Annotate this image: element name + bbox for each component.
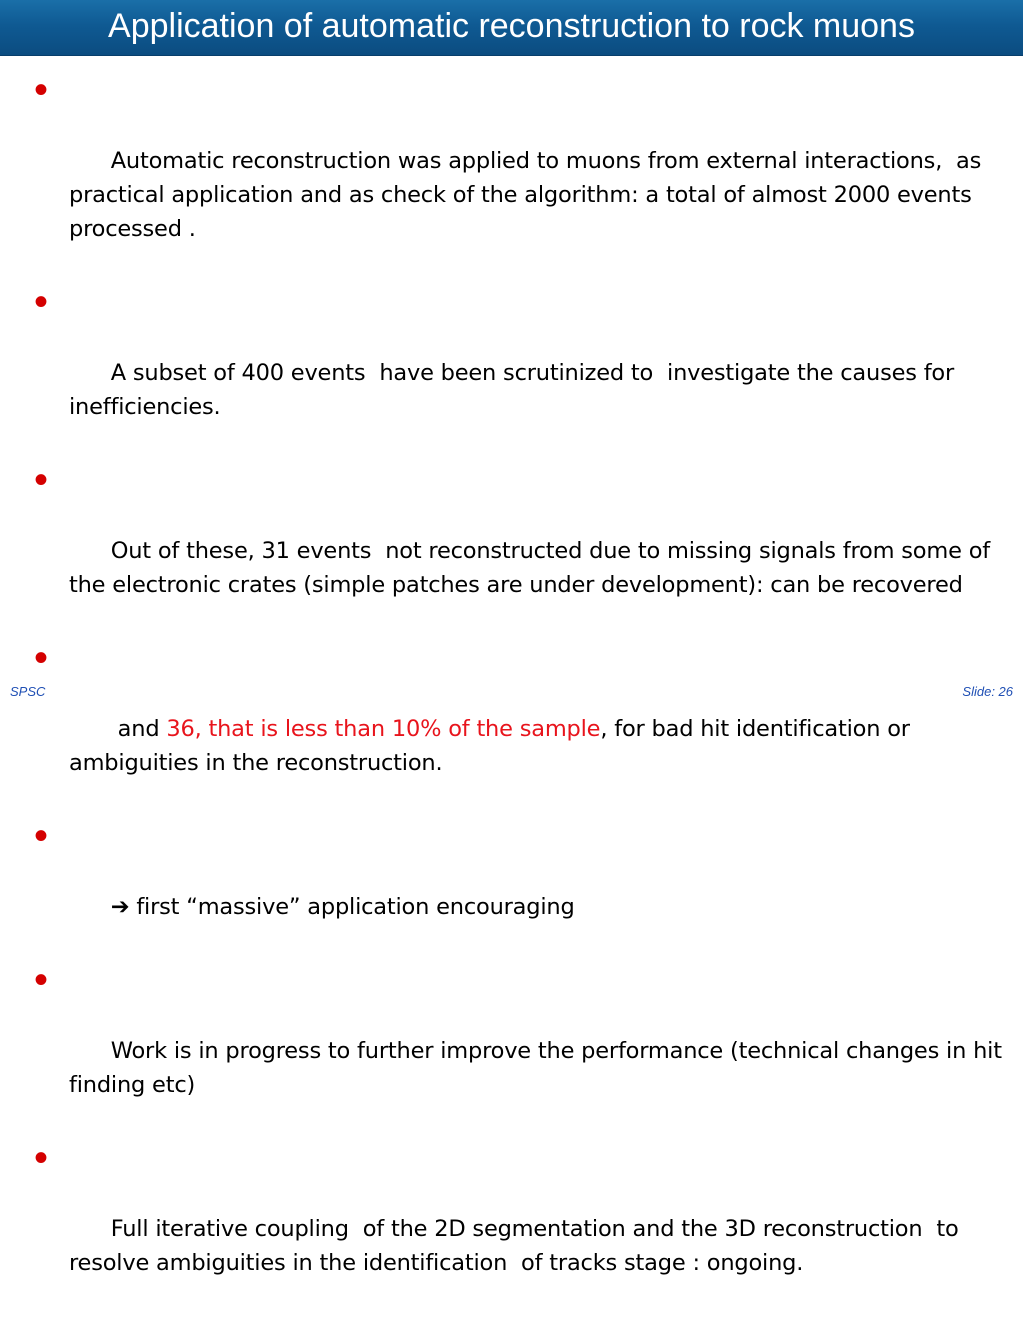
bullet-text: Full iterative coupling of the 2D segmentation and the 3D reconstruction to resolve ambiguities in the identification of tracks stage : ongoing. [69, 1216, 966, 1276]
footer-left-label: SPSC [10, 684, 46, 699]
bullet-list [34, 68, 1019, 1322]
bullet-text: Out of these, 31 events not reconstructed due to missing signals from some of the electronic crates (simple patches are under development): can be recovered [69, 538, 997, 598]
bullet-text: A subset of 400 events have been scrutinized to investigate the causes for inefficiencies. [69, 360, 961, 420]
bullet-item [34, 68, 1019, 280]
bullet-text-post: , for bad hit identification or ambiguities in the reconstruction. [69, 716, 917, 776]
slide-title: Application of automatic reconstruction to rock muons [108, 7, 915, 45]
bullet-dot-icon: • [34, 280, 48, 324]
bullet-item [34, 280, 1019, 458]
bullet-dot-icon: • [34, 636, 48, 680]
bullet-item [34, 458, 1019, 636]
bullet-dot-icon: • [34, 68, 48, 112]
slide-number: Slide: 26 [962, 684, 1013, 699]
bullet-text: Automatic reconstruction was applied to muons from external interactions, as practical application and as check of the algorithm: a total of almost 2000 events processed . [69, 148, 989, 242]
bullet-item [34, 636, 1019, 814]
bullet-text: Work is in progress to further improve the performance (technical changes in hit finding etc) [69, 1038, 1009, 1098]
right-arrow-icon: ➔ [110, 894, 130, 920]
bullet-dot-icon: • [34, 814, 48, 858]
highlighted-text: 36, that is less than 10% of the sample [166, 716, 601, 742]
bullet-item [34, 814, 1019, 958]
bullet-dot-icon: • [34, 1136, 48, 1180]
bullet-item [34, 1136, 1019, 1314]
bullet-text-pre: and [110, 716, 167, 742]
bullet-text: first “massive” application encouraging [129, 894, 575, 920]
bullet-dot-icon: • [34, 458, 48, 502]
bullet-dot-icon: • [34, 958, 48, 1002]
title-bar [0, 0, 1023, 56]
bullet-item [34, 958, 1019, 1136]
